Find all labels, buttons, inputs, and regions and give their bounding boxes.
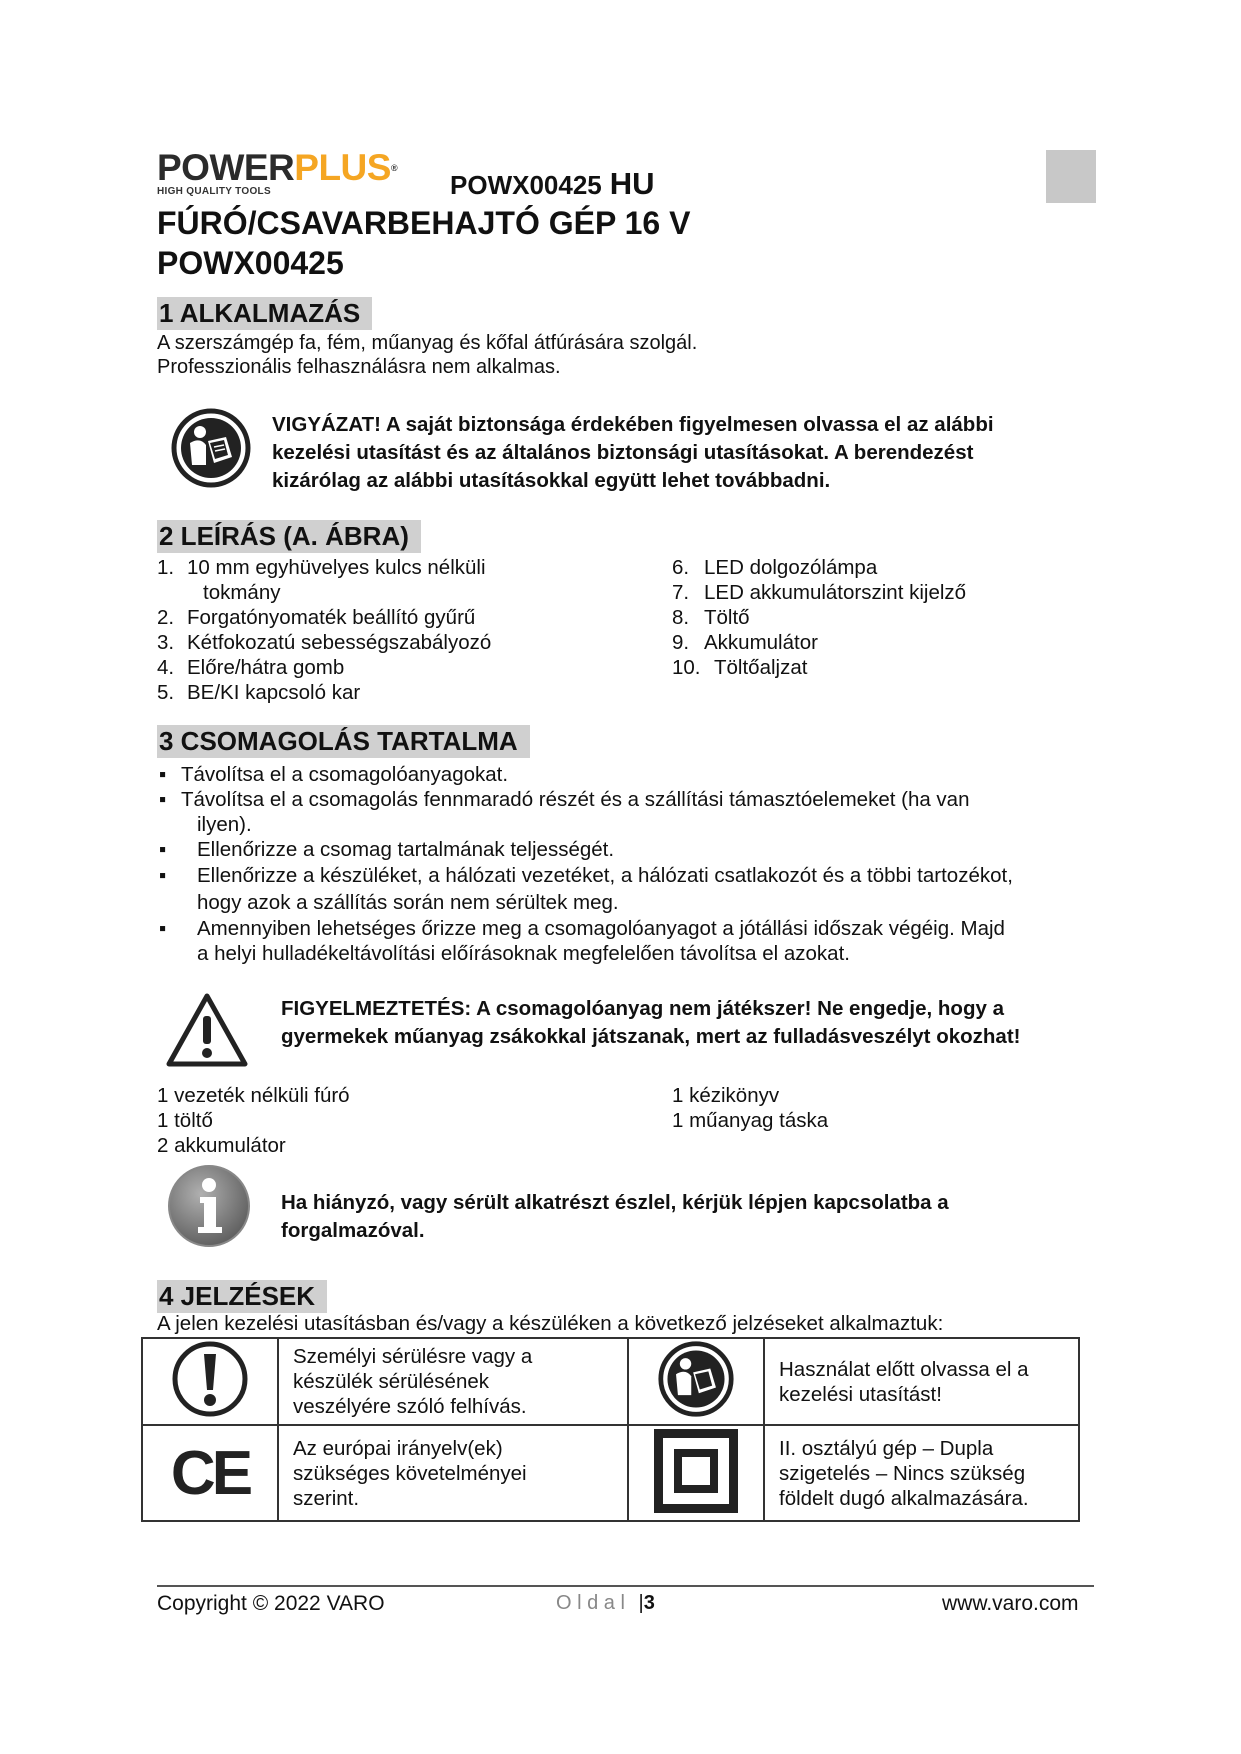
section-1-warning (272, 411, 1102, 495)
list-item: 4. Előre/hátra gomb (157, 656, 345, 679)
bullet-icon: ▪ (159, 838, 167, 861)
page-separator: | (638, 1592, 644, 1614)
model-number: POWX00425 (450, 170, 602, 200)
list-item: 8. Töltő (672, 606, 750, 629)
table-row (142, 1338, 1079, 1425)
section-1-line-2: Professzionális felhasználásra nem alkalmas. (157, 356, 561, 378)
info-line-1: Ha hiányzó, vagy sérült alkatrészt észlel, kérjük lépjen kapcsolatba a (281, 1191, 949, 1214)
logo-registered-mark: ® (390, 163, 398, 173)
footer-copyright: Copyright © 2022 VARO (157, 1592, 385, 1615)
section-1-text (157, 331, 697, 379)
warning-line-1: VIGYÁZAT! A saját biztonsága érdekében figyelmesen olvassa el az alábbi (272, 413, 994, 436)
table-row (142, 1425, 1079, 1521)
list-item: ▪ Távolítsa el a csomagolóanyagokat. (159, 763, 509, 786)
list-item: ▪ Távolítsa el a csomagolás fennmaradó részét és a szállítási támasztóelemeket (ha van ilyen). (159, 788, 970, 836)
list-item: 1 kézikönyv (672, 1084, 780, 1107)
exclamation-circle-icon (170, 1405, 250, 1422)
list-item: ▪ Amennyiben lehetséges őrizze meg a csomagolóanyagot a jótállási időszak végéig. Majd a helyi hulladékeltávolítási előírásoknak megfelelően távolítsa el azokat. (159, 917, 1005, 965)
list-item: 7. LED akkumulátorszint kijelző (672, 581, 967, 604)
logo-power-text: POWER (157, 147, 295, 188)
page-title (157, 203, 690, 283)
bullet-icon: ▪ (159, 763, 167, 786)
read-manual-icon (168, 405, 254, 491)
title-line-1: FÚRÓ/CSAVARBEHAJTÓ GÉP 16 V (157, 205, 691, 241)
section-1-line-1: A szerszámgép fa, fém, műanyag és kőfal átfúrására szolgál. (157, 332, 698, 354)
logo-plus-text: PLUS (294, 147, 391, 188)
list-item: 2 akkumulátor (157, 1134, 286, 1157)
ce-mark-icon: CE (170, 1438, 250, 1508)
language-code: HU (609, 166, 655, 201)
table-cell-icon (628, 1425, 764, 1521)
list-item: 1 töltő (157, 1109, 213, 1132)
section-3-heading: 3 CSOMAGOLÁS TARTALMA (157, 725, 530, 758)
list-item: 2. Forgatónyomaték beállító gyűrű (157, 606, 476, 629)
bullet-icon: ▪ (159, 788, 167, 811)
powerplus-logo (157, 147, 437, 198)
symbols-table (141, 1337, 1080, 1522)
table-cell-icon (142, 1338, 278, 1425)
warning-triangle-icon (165, 990, 249, 1070)
packaging-bullet-list (157, 762, 1117, 966)
bullet-icon: ▪ (159, 917, 167, 940)
list-item: 5. BE/KI kapcsoló kar (157, 681, 361, 704)
table-cell-text: Használat előtt olvassa el a kezelési utasítást! (764, 1338, 1079, 1425)
info-icon (165, 1162, 253, 1250)
table-cell-text: II. osztályú gép – Dupla szigetelés – Nincs szükség földelt dugó alkalmazására. (764, 1425, 1079, 1521)
section-4-heading: 4 JELZÉSEK (157, 1280, 327, 1313)
header-model (450, 166, 655, 202)
package-contents-left (157, 1083, 617, 1158)
language-tab-box (1046, 150, 1096, 203)
list-item: 1. 10 mm egyhüvelyes kulcs nélküli (157, 556, 486, 579)
section-2-heading: 2 LEÍRÁS (A. ÁBRA) (157, 520, 421, 553)
table-cell-text: Személyi sérülésre vagy a készülék sérülésének veszélyére szóló felhívás. (278, 1338, 628, 1425)
info-line-2: forgalmazóval. (281, 1219, 425, 1242)
footer-divider (157, 1585, 1094, 1587)
list-item: ▪ Ellenőrizze a készüléket, a hálózati vezetéket, a hálózati csatlakozót és a többi tartozékot, hogy azok a szállítás során nem sérültek meg. (159, 864, 1013, 914)
list-item: 6. LED dolgozólámpa (672, 556, 878, 579)
page-number: 3 (643, 1592, 655, 1614)
parts-list-right (672, 555, 1092, 680)
info-note (281, 1189, 1101, 1245)
title-line-2: POWX00425 (157, 245, 344, 281)
footer-page (556, 1592, 655, 1615)
list-item: 1 műanyag táska (672, 1109, 829, 1132)
class-ii-double-square-icon (654, 1500, 738, 1517)
list-item: 1 vezeték nélküli fúró (157, 1084, 350, 1107)
warning-line-3: kizárólag az alábbi utasításokkal együtt lehet továbbadni. (272, 469, 831, 492)
section-1-heading: 1 ALKALMAZÁS (157, 297, 372, 330)
list-item: 9. Akkumulátor (672, 631, 818, 654)
package-contents-right (672, 1083, 1092, 1133)
section-3-warning (281, 995, 1101, 1051)
parts-list-left (157, 555, 647, 705)
list-item: 3. Kétfokozatú sebességszabályozó (157, 631, 492, 654)
page-label: O l d a l (556, 1592, 625, 1614)
list-item-continuation: tokmány (203, 581, 281, 604)
warning-line-2: kezelési utasítást és az általános biztonsági utasításokat. A berendezést (272, 441, 974, 464)
read-manual-icon (656, 1405, 736, 1422)
warning-line-2: gyermekek műanyag zsákokkal játszanak, mert az fulladásveszélyt okozhat! (281, 1025, 1021, 1048)
warning-line-1: FIGYELMEZTETÉS: A csomagolóanyag nem játékszer! Ne engedje, hogy a (281, 997, 1004, 1020)
list-item: 10. Töltőaljzat (672, 656, 808, 679)
table-cell-text: Az európai irányelv(ek) szükséges követelményei szerint. (278, 1425, 628, 1521)
logo-tagline: HIGH QUALITY TOOLS (157, 186, 271, 197)
table-cell-icon (142, 1425, 278, 1521)
list-item: ▪ Ellenőrizze a csomag tartalmának teljességét. (159, 838, 615, 861)
bullet-icon: ▪ (159, 864, 167, 887)
section-4-intro: A jelen kezelési utasításban és/vagy a készüléken a következő jelzéseket alkalmaztuk: (157, 1312, 944, 1335)
footer-website: www.varo.com (942, 1592, 1079, 1615)
table-cell-icon (628, 1338, 764, 1425)
